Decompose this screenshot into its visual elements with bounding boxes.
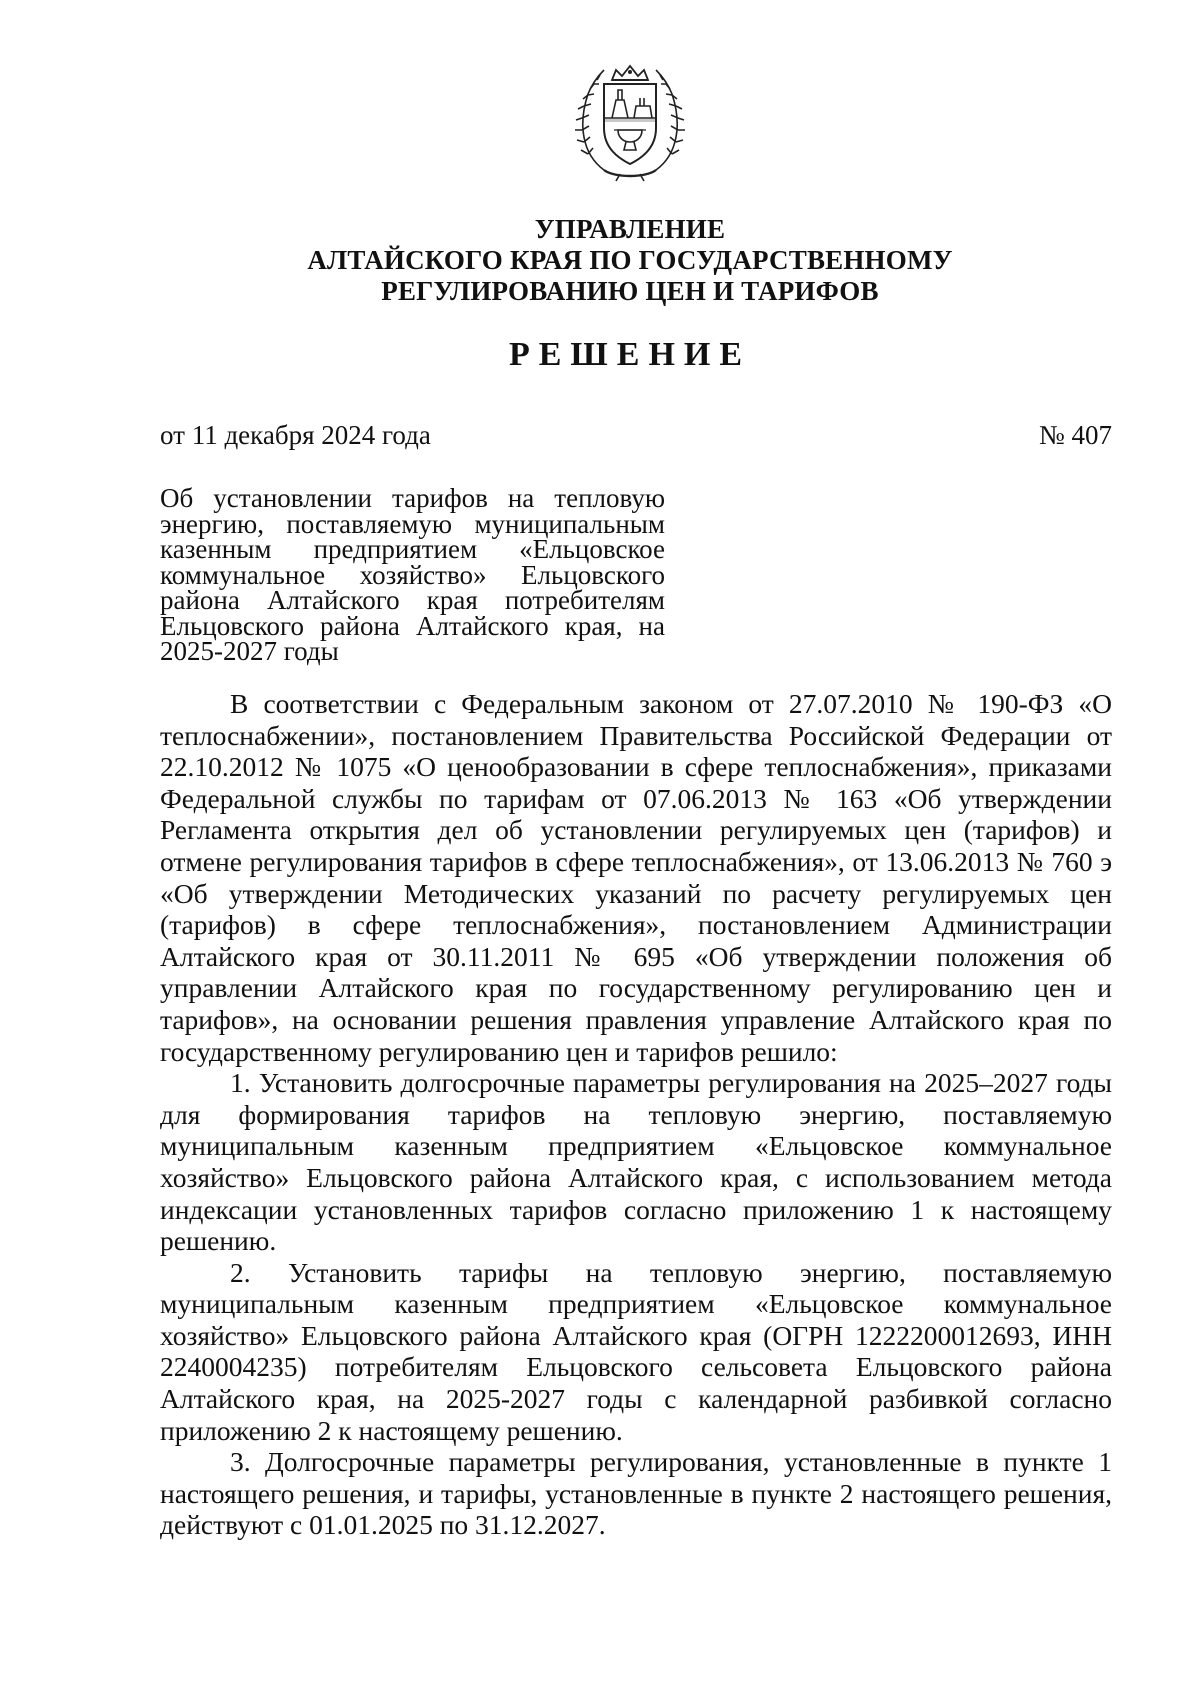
org-header-line-3: РЕГУЛИРОВАНИЮ ЦЕН И ТАРИФОВ: [381, 276, 879, 306]
item-2-paragraph: 2. Установить тарифы на тепловую энергию, поставляемую муниципальным казенным предприятием «Ельцовское коммунальное хозяйство» Ельцовского района Алтайского края (ОГРН 1222200012693, ИНН 2240004235) потребителям Ельцовского сельсовета Ельцовского района Алтайского края, на 2025-2027 годы с календарной разбивкой согласно приложению 2 к настоящему решению.: [160, 1256, 1112, 1446]
organization-header: [160, 214, 1100, 307]
altai-krai-coat-of-arms-icon: [574, 58, 686, 182]
document-subject: Об установлении тарифов на тепловую энергию, поставляемую муниципальным казенным предприятием «Ельцовское коммунальное хозяйство» Ельцовского района Алтайского края потребителям Ельцовского района Алтайского края, на 2025-2027 годы: [160, 483, 665, 666]
document-date: от 11 декабря 2024 года: [160, 420, 431, 450]
document-number: № 407: [1038, 420, 1112, 450]
item-1-paragraph: 1. Установить долгосрочные параметры регулирования на 2025–2027 годы для формирования тарифов на тепловую энергию, поставляемую муниципальным казенным предприятием «Ельцовское коммунальное хозяйство» Ельцовского района Алтайского края, с использованием метода индексации установленных тарифов согласно приложению 1 к настоящему решению.: [160, 1067, 1112, 1257]
org-header-line-2: АЛТАЙСКОГО КРАЯ ПО ГОСУДАРСТВЕННОМУ: [307, 245, 953, 275]
preamble-paragraph: В соответствии с Федеральным законом от 27.07.2010 № 190-ФЗ «О теплоснабжении», постановлением Правительства Российской Федерации от 22.10.2012 № 1075 «О ценообразовании в сфере теплоснабжения», приказами Федеральной службы по тарифам от 07.06.2013 № 163 «Об утверждении Регламента открытия дел об установлении регулируемых цен (тарифов) и отмене регулирования тарифов в сфере теплоснабжения», от 13.06.2013 № 760 э «Об утверждении Методических указаний по расчету регулируемых цен (тарифов) в сфере теплоснабжения», постановлением Администрации Алтайского края от 30.11.2011 № 695 «Об утверждении положения об управлении Алтайского края по государственному регулированию цен и тарифов», на основании решения правления управление Алтайского края по государственному регулированию цен и тарифов решило:: [160, 688, 1112, 1067]
document-body: [160, 688, 1112, 1541]
document-type-title: РЕШЕНИЕ: [508, 336, 752, 373]
item-3-paragraph: 3. Долгосрочные параметры регулирования, установленные в пункте 1 настоящего решения, и тарифы, установленные в пункте 2 настоящего решения, действуют с 01.01.2025 по 31.12.2027.: [160, 1446, 1112, 1541]
org-header-line-1: УПРАВЛЕНИЕ: [534, 214, 726, 244]
